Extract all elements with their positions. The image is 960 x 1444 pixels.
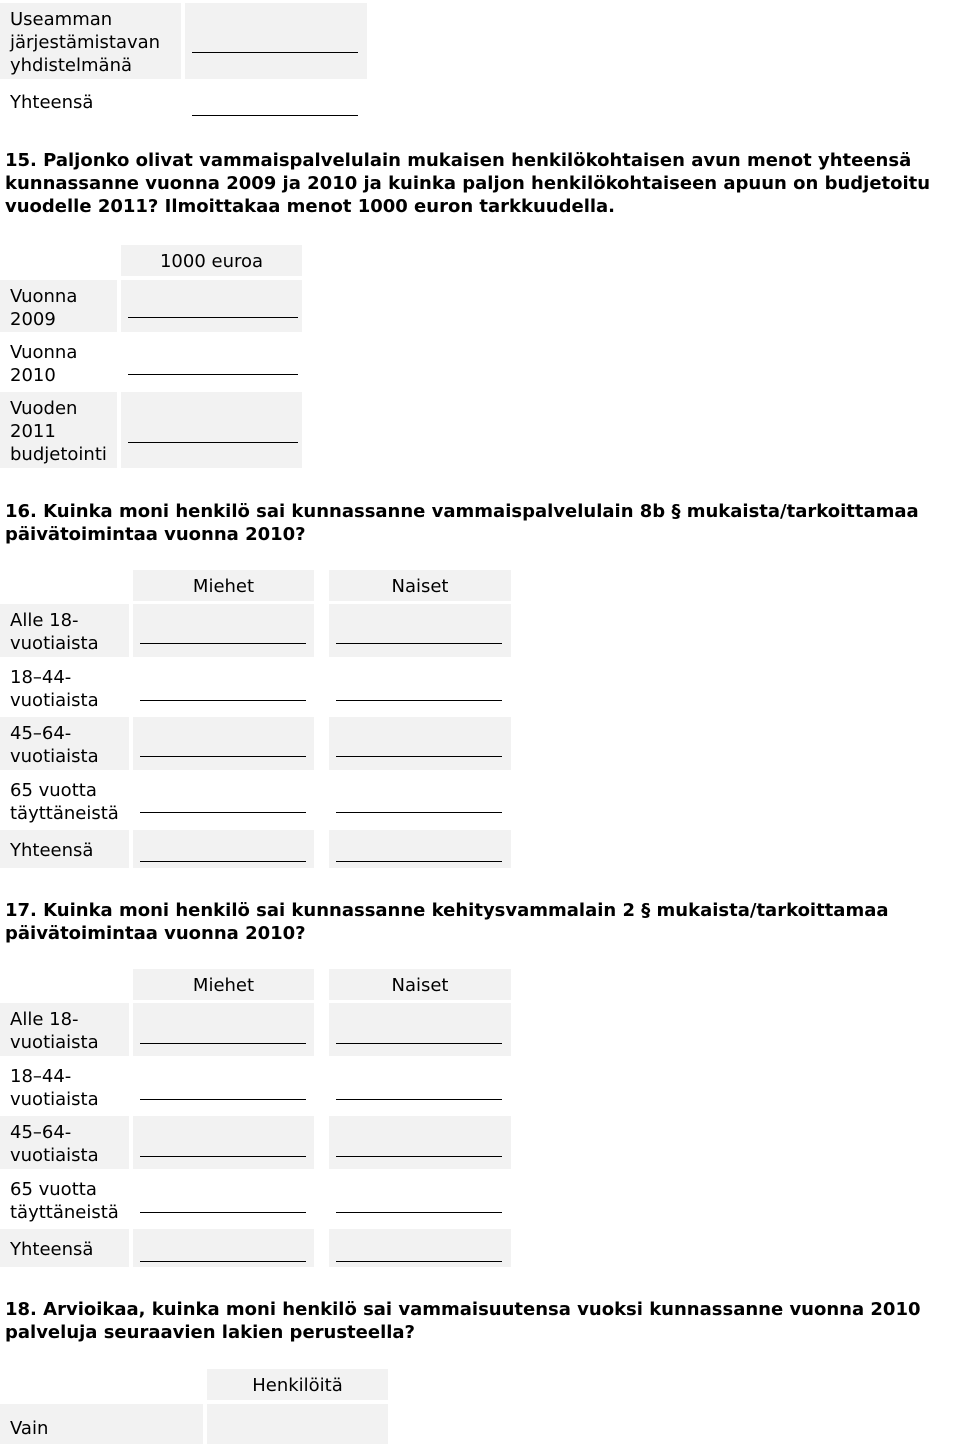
row-label-cell: Alle 18- vuotiaista	[0, 1003, 129, 1056]
input-cell	[329, 1003, 511, 1056]
answer-field-men[interactable]	[140, 812, 306, 813]
row-label: Useamman järjestämistavan yhdistelmänä	[10, 9, 161, 76]
row-label-cell: 45–64- vuotiaista	[0, 1116, 129, 1169]
answer-field-2011[interactable]	[128, 442, 298, 443]
input-cell	[185, 3, 367, 79]
row-label-cell: 65 vuotta täyttäneistä	[10, 1179, 119, 1223]
row-label: Yhteensä	[10, 92, 94, 113]
input-cell	[133, 1116, 314, 1169]
row-label-cell: Yhteensä	[0, 830, 129, 868]
answer-field-men[interactable]	[140, 756, 306, 757]
answer-field-women[interactable]	[336, 756, 502, 757]
row-label-cell: 18–44- vuotiaista	[10, 1066, 99, 1110]
column-header: Henkilöitä	[207, 1369, 388, 1400]
answer-field-men[interactable]	[140, 1099, 306, 1100]
answer-field-men[interactable]	[140, 1261, 306, 1262]
answer-field-women[interactable]	[336, 812, 502, 813]
row-label-cell: Vuonna 2010	[10, 342, 78, 386]
answer-field-2009[interactable]	[128, 317, 298, 318]
row-label-cell: 18–44- vuotiaista	[10, 667, 99, 711]
column-header-women: Naiset	[329, 969, 511, 1000]
answer-field-women[interactable]	[336, 700, 502, 701]
input-cell	[207, 1404, 388, 1444]
question-17-text: 17. Kuinka moni henkilö sai kunnassanne kehitysvammalain 2 § mukaista/tarkoittamaa päivätoimintaa vuonna 2010?	[5, 900, 889, 944]
answer-field-men[interactable]	[140, 700, 306, 701]
column-header-women: Naiset	[329, 570, 511, 601]
row-label-cell	[0, 82, 181, 122]
answer-field-men[interactable]	[140, 643, 306, 644]
input-cell	[329, 717, 511, 770]
answer-field-men[interactable]	[140, 861, 306, 862]
answer-field-women[interactable]	[336, 1261, 502, 1262]
question-15-text: 15. Paljonko olivat vammaispalvelulain mukaisen henkilökohtaisen avun menot yhteensä kunnassanne vuonna 2009 ja 2010 ja kuinka paljon henkilökohtaiseen apuun on budjetoitu vuodelle 2011? Ilmoittakaa menot 1000 euron tarkkuudella.	[5, 150, 931, 217]
row-label-cell: Yhteensä	[0, 1229, 129, 1267]
column-header-men: Miehet	[133, 570, 314, 601]
answer-field[interactable]	[192, 115, 358, 116]
answer-field[interactable]	[192, 52, 358, 53]
row-label-cell: Vain	[0, 1404, 203, 1444]
input-cell	[329, 830, 511, 868]
question-16-text: 16. Kuinka moni henkilö sai kunnassanne vammaispalvelulain 8b § mukaista/tarkoittamaa päivätoimintaa vuonna 2010?	[5, 501, 919, 545]
input-cell	[121, 392, 302, 468]
answer-field-men[interactable]	[140, 1043, 306, 1044]
input-cell	[121, 280, 302, 332]
row-label-cell: Vuoden 2011 budjetointi	[0, 392, 117, 468]
row-label-cell: 45–64- vuotiaista	[0, 717, 129, 770]
answer-field-women[interactable]	[336, 1156, 502, 1157]
input-cell	[133, 1003, 314, 1056]
answer-field-women[interactable]	[336, 1212, 502, 1213]
input-cell	[133, 604, 314, 657]
input-cell	[329, 1116, 511, 1169]
answer-field-women[interactable]	[336, 643, 502, 644]
row-label-cell: 65 vuotta täyttäneistä	[10, 780, 119, 824]
answer-field-men[interactable]	[140, 1212, 306, 1213]
question-18-text: 18. Arvioikaa, kuinka moni henkilö sai vammaisuutensa vuoksi kunnassanne vuonna 2010 palveluja seuraavien lakien perusteella?	[5, 1299, 921, 1343]
column-header-men: Miehet	[133, 969, 314, 1000]
input-cell	[133, 717, 314, 770]
input-cell	[329, 604, 511, 657]
answer-field-women[interactable]	[336, 1099, 502, 1100]
input-cell	[133, 830, 314, 868]
answer-field-women[interactable]	[336, 1043, 502, 1044]
answer-field-women[interactable]	[336, 861, 502, 862]
column-header: 1000 euroa	[121, 245, 302, 276]
row-label-cell	[0, 3, 181, 79]
answer-field-men[interactable]	[140, 1156, 306, 1157]
row-label-cell: Vuonna 2009	[0, 280, 117, 332]
row-label-cell: Alle 18- vuotiaista	[0, 604, 129, 657]
answer-field-2010[interactable]	[128, 374, 298, 375]
